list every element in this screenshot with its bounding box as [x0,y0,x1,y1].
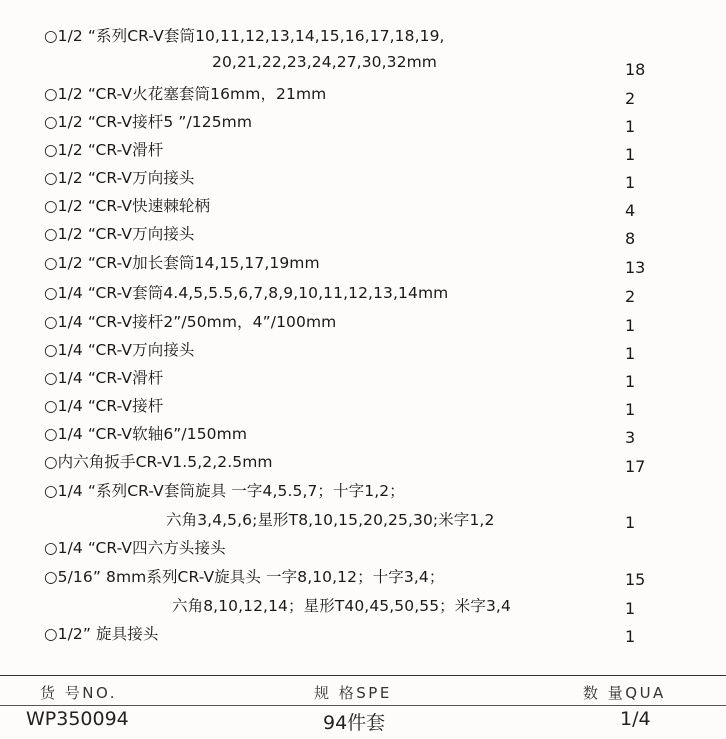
item-line: ○1/2 “CR-V万向接头 [44,169,195,187]
item-line: ○1/2” 旋具接头 [44,625,159,643]
item-line: ○1/4 “系列CR-V套筒旋具 一字4,5.5,7；十字1,2； [44,482,405,500]
item-line: ○内六角扳手CR-V1.5,2,2.5mm [44,453,273,471]
item-line: ○1/4 “CR-V接杆2”/50mm，4”/100mm [44,313,337,331]
item-line: ○1/4 “CR-V套筒4.4,5,5.5,6,7,8,9,10,11,12,13,14mm [44,284,449,302]
quantity-value: 2 [625,287,636,306]
product-number-label: 货 号NO. [40,684,117,702]
product-number-value: WP350094 [26,708,129,730]
quantity-value: 1 [625,599,636,618]
item-line: ○1/2 “CR-V万向接头 [44,225,195,243]
quantity-value: 1 [625,145,636,164]
quantity-value: 3 [625,428,636,447]
quantity-value: 1 [625,173,636,192]
item-line: ○1/4 “CR-V万向接头 [44,341,195,359]
item-line-continued: 20,21,22,23,24,27,30,32mm [212,53,437,71]
item-line-continued: 六角8,10,12,14；星形T40,45,50,55；米字3,4 [172,597,511,615]
quantity-value: 1 [625,400,636,419]
item-line: ○1/4 “CR-V软轴6”/150mm [44,425,248,443]
footer-top-rule [0,675,726,676]
item-line: ○1/2 “系列CR-V套筒10,11,12,13,14,15,16,17,18,19, [44,27,445,45]
quantity-value: 13 [625,258,646,277]
quantity-value: 1 [625,344,636,363]
item-line: ○1/4 “CR-V滑杆 [44,369,164,387]
item-line: ○1/4 “CR-V接杆 [44,397,164,415]
quantity-label: 数 量QUA [583,684,666,702]
quantity-value: 1 [625,117,636,136]
quantity-value: 18 [625,60,646,79]
quantity-value: 1 [625,372,636,391]
item-line: ○1/2 “CR-V接杆5 ”/125mm [44,113,253,131]
quantity-value: 1 [625,627,636,646]
quantity-value: 15 [625,570,646,589]
quantity-value: 1 [625,513,636,532]
quantity-value: 2 [625,89,636,108]
item-line: ○1/2 “CR-V火花塞套筒16mm，21mm [44,85,327,103]
item-line: ○1/2 “CR-V滑杆 [44,141,164,159]
item-line-continued: 六角3,4,5,6;星形T8,10,15,20,25,30;米字1,2 [166,511,495,529]
quantity-value: 4 [625,201,636,220]
footer-middle-rule [0,705,726,706]
item-line: ○1/2 “CR-V加长套筒14,15,17,19mm [44,254,320,272]
item-line: ○5/16” 8mm系列CR-V旋具头 一字8,10,12；十字3,4； [44,568,445,586]
quantity-value: 1 [625,316,636,335]
quantity-value: 17 [625,457,646,476]
specification-label: 规 格SPE [314,684,392,702]
quantity-value: 8 [625,229,636,248]
item-line: ○1/4 “CR-V四六方头接头 [44,539,226,557]
specification-value: 94件套 [323,712,386,734]
item-line: ○1/2 “CR-V快速棘轮柄 [44,197,211,215]
quantity-total-value: 1/4 [620,708,651,730]
